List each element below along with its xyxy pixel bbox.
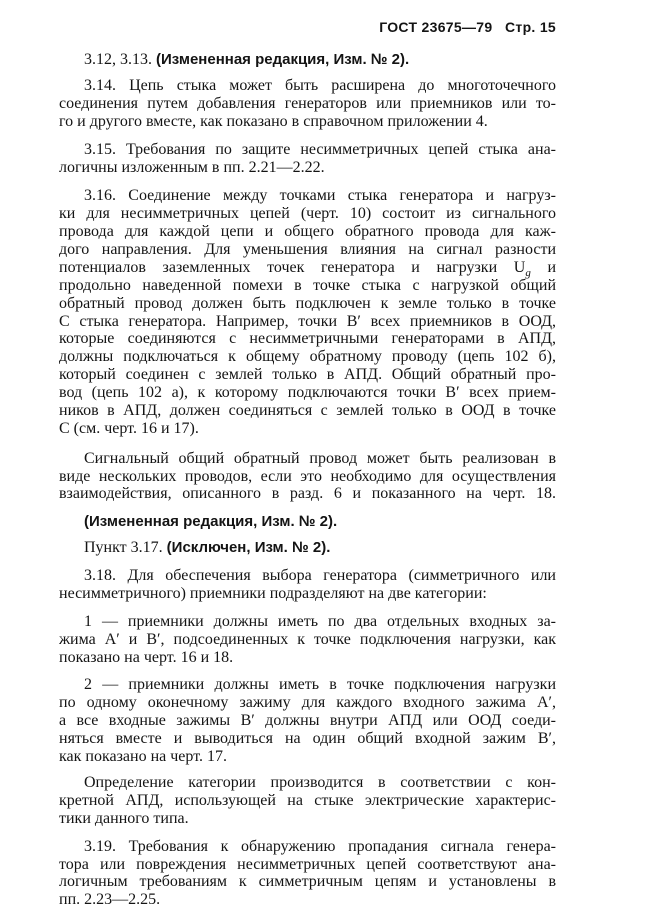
text-line: обратный провод должен быть подключен к земле только в точке <box>59 295 556 312</box>
text-line: которые соединяются с несимметричными генераторами в АПД, <box>59 330 556 347</box>
text-line: по одному оконечному зажиму для каждого входного зажима A′, <box>59 694 556 711</box>
text-line: Сигнальный общий обратный провод может быть реализован в <box>84 450 556 467</box>
text-line: 3.14. Цепь стыка может быть расширена до многоточечного <box>84 77 556 94</box>
text-line: кретной АПД, использующей на стыке электрические характерис- <box>59 792 556 809</box>
text-line: 3.15. Требования по защите несимметричных цепей стыка ана- <box>84 141 556 158</box>
text-line: показано на черт. 16 и 18. <box>59 649 234 666</box>
standard-number: ГОСТ 23675—79 <box>379 19 493 35</box>
text-line: потенциалов заземленных точек генератора и нагрузки $U_g$ и <box>59 259 556 280</box>
page-number: Стр. 15 <box>505 19 556 35</box>
text-line: провода для каждой цепи и общего обратного провода для каж- <box>59 223 556 240</box>
text-line: C стыка генератора. Например, точки B′ всех приемников в ООД, <box>59 313 556 330</box>
text-line: Определение категории производится в соответствии с кон- <box>84 774 556 791</box>
text-line: няться вместе и выводиться на один общий входной зажим B′, <box>59 730 556 747</box>
text-line: логичны изложенным в пп. 2.21—2.22. <box>59 159 325 176</box>
text-line: дого направления. Для уменьшения влияния на сигнал разности <box>59 241 556 258</box>
text-line: ки для несимметричных цепей (черт. 10) состоит из сигнального <box>59 205 556 222</box>
text-line: который соединен с землей только в АПД. Общий обратный про- <box>59 366 556 383</box>
text-line: пп. 2.23—2.25. <box>59 891 161 908</box>
text-line <box>84 512 337 532</box>
text-line: виде нескольких проводов, если это необходимо для осуществления <box>59 468 556 485</box>
text-line: 3.18. Для обеспечения выбора генератора (симметричного или <box>84 567 556 584</box>
text-line: C (см. черт. 16 и 17). <box>59 420 199 437</box>
text-line: вод (цепь 102 а), к которому подключаются точки B′ всех прием- <box>59 384 556 401</box>
text-line: 3.12, 3.13. (Измененная редакция, Изм. № 2). <box>84 51 410 68</box>
amendment-note: (Измененная редакция, Изм. № 2). <box>84 513 338 530</box>
text-line: взаимодействия, описанного в разд. 6 и показанного на черт. 18. <box>59 485 556 502</box>
text-line: должны подключаться к общему обратному проводу (цепь 102 б), <box>59 348 556 365</box>
amendment-note: (Измененная редакция, Изм. № 2). <box>156 51 410 68</box>
text-line: логичным требованиям к симметричным цепям и установлены в <box>59 873 556 890</box>
conjunction: и <box>547 259 556 276</box>
text-line: 3.16. Соединение между точками стыка генератора и нагруз- <box>84 187 556 204</box>
text-line: продольно наведенной помехи в точке стыка с нагрузкой общий <box>59 277 556 294</box>
text-line: Пункт 3.17. (Исключен, Изм. № 2). <box>84 539 331 556</box>
text-line: соединения путем добавления генераторов или приемников или то- <box>59 95 556 112</box>
text-line: как показано на черт. 17. <box>59 748 227 765</box>
text-line: 2 — приемники должны иметь в точке подключения нагрузки <box>84 676 556 693</box>
text-line: 1 — приемники должны иметь по два отдельных входных за- <box>84 613 556 630</box>
text-line: жима A′ и B′, подсоединенных к точке подключения нагрузки, как <box>59 631 556 648</box>
text-line: несимметричного) приемники подразделяют на две категории: <box>59 585 487 602</box>
text-line: тора или повреждения несимметричных цепей соответствуют ана- <box>59 856 556 873</box>
voltage-subscript: g <box>525 267 531 280</box>
page-header <box>379 19 556 35</box>
text-line: 3.19. Требования к обнаружению пропадания сигнала генера- <box>84 838 556 855</box>
text-line: тики данного типа. <box>59 810 189 827</box>
text-line: а все входные зажимы B′ должны внутри АПД или ООД соеди- <box>59 712 556 729</box>
text-line: ников в АПД, должен соединяться с землей только в ООД в точке <box>59 402 556 419</box>
excluded-note: (Исключен, Изм. № 2). <box>166 539 331 556</box>
text-line: го и другого вместе, как показано в справочном приложении 4. <box>59 113 488 130</box>
